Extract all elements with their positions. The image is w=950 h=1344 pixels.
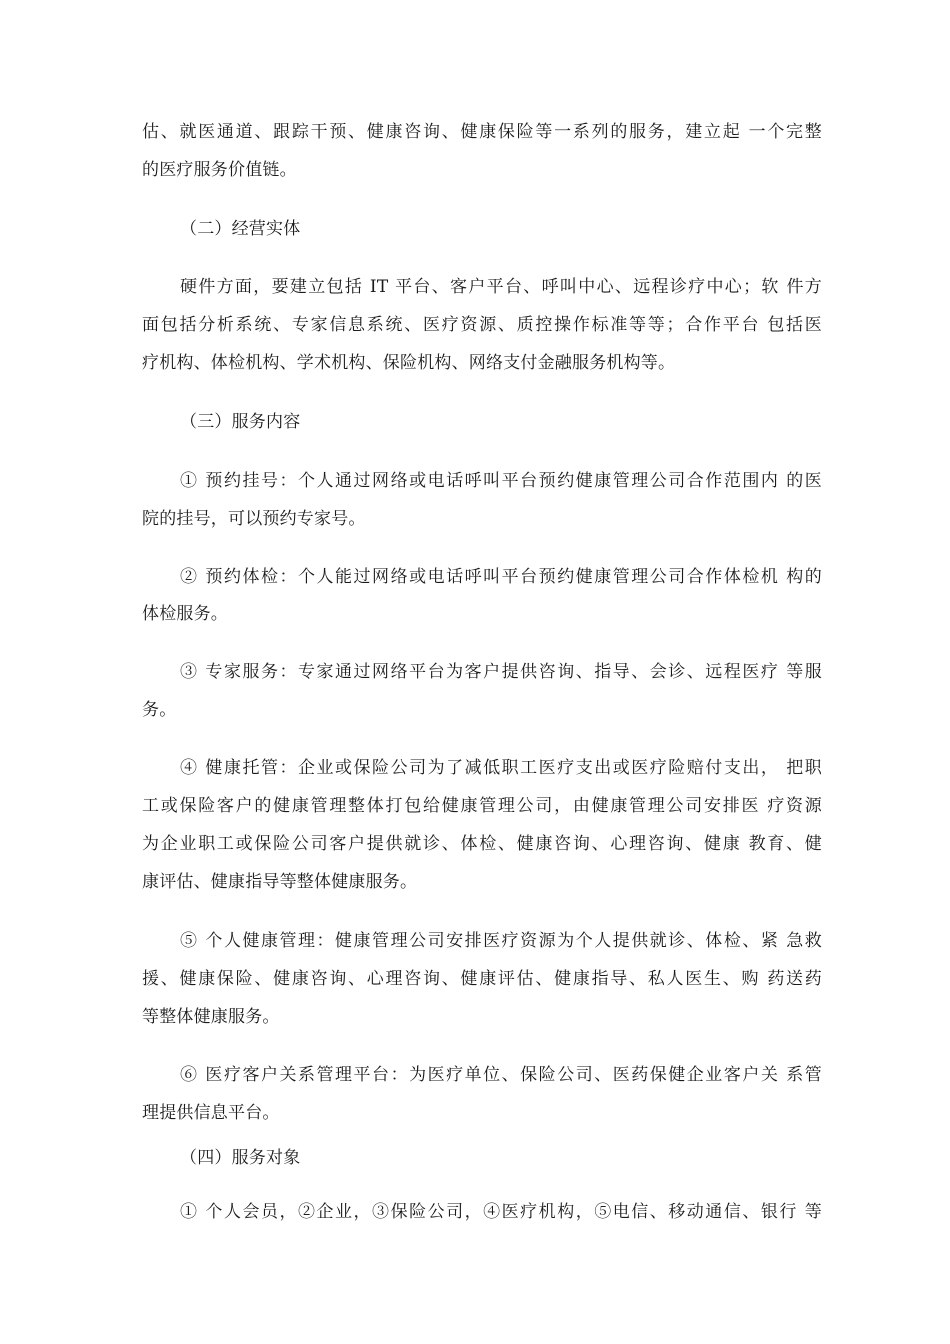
intro-line-2: 的医疗服务价值链。 xyxy=(142,160,297,180)
section-heading-service-content: （三）服务内容 xyxy=(180,412,301,432)
service-item-6-line-2: 理提供信息平台。 xyxy=(142,1103,280,1123)
service-item-2-line-1: ② 预约体检：个人能过网络或电话呼叫平台预约健康管理公司合作体检机 构的 xyxy=(180,567,822,587)
section2-line-1: 硬件方面，要建立包括 IT 平台、客户平台、呼叫中心、远程诊疗中心；软 件方 xyxy=(180,277,822,297)
service-item-4-line-1: ④ 健康托管：企业或保险公司为了减低职工医疗支出或医疗险赔付支出， 把职 xyxy=(180,758,822,778)
service-item-3-line-2: 务。 xyxy=(142,700,177,720)
service-item-1-line-2: 院的挂号，可以预约专家号。 xyxy=(142,509,366,529)
service-item-2-line-2: 体检服务。 xyxy=(142,604,228,624)
intro-line-1: 估、就医通道、跟踪干预、健康咨询、健康保险等一系列的服务，建立起 一个完整 xyxy=(142,122,822,142)
service-targets-line-1: ① 个人会员，②企业，③保险公司，④医疗机构，⑤电信、移动通信、银行 等 xyxy=(180,1202,822,1222)
service-item-4-line-2: 工或保险客户的健康管理整体打包给健康管理公司，由健康管理公司安排医 疗资源 xyxy=(142,796,822,816)
service-item-1-line-1: ① 预约挂号：个人通过网络或电话呼叫平台预约健康管理公司合作范围内 的医 xyxy=(180,471,822,491)
service-item-5-line-1: ⑤ 个人健康管理：健康管理公司安排医疗资源为个人提供就诊、体检、紧 急救 xyxy=(180,931,822,951)
service-item-5-line-3: 等整体健康服务。 xyxy=(142,1007,280,1027)
section2-line-3: 疗机构、体检机构、学术机构、保险机构、网络支付金融服务机构等。 xyxy=(142,353,676,373)
service-item-4-line-3: 为企业职工或保险公司客户提供就诊、体检、健康咨询、心理咨询、健康 教育、健 xyxy=(142,834,822,854)
service-item-5-line-2: 援、健康保险、健康咨询、心理咨询、健康评估、健康指导、私人医生、购 药送药 xyxy=(142,969,822,989)
section-heading-service-targets: （四）服务对象 xyxy=(180,1148,301,1168)
service-item-6-line-1: ⑥ 医疗客户关系管理平台：为医疗单位、保险公司、医药保健企业客户关 系管 xyxy=(180,1065,822,1085)
service-item-3-line-1: ③ 专家服务：专家通过网络平台为客户提供咨询、指导、会诊、远程医疗 等服 xyxy=(180,662,822,682)
service-item-4-line-4: 康评估、健康指导等整体健康服务。 xyxy=(142,872,418,892)
section-heading-operating-entity: （二）经营实体 xyxy=(180,219,301,239)
section2-line-2: 面包括分析系统、专家信息系统、医疗资源、质控操作标准等等；合作平台 包括医 xyxy=(142,315,822,335)
